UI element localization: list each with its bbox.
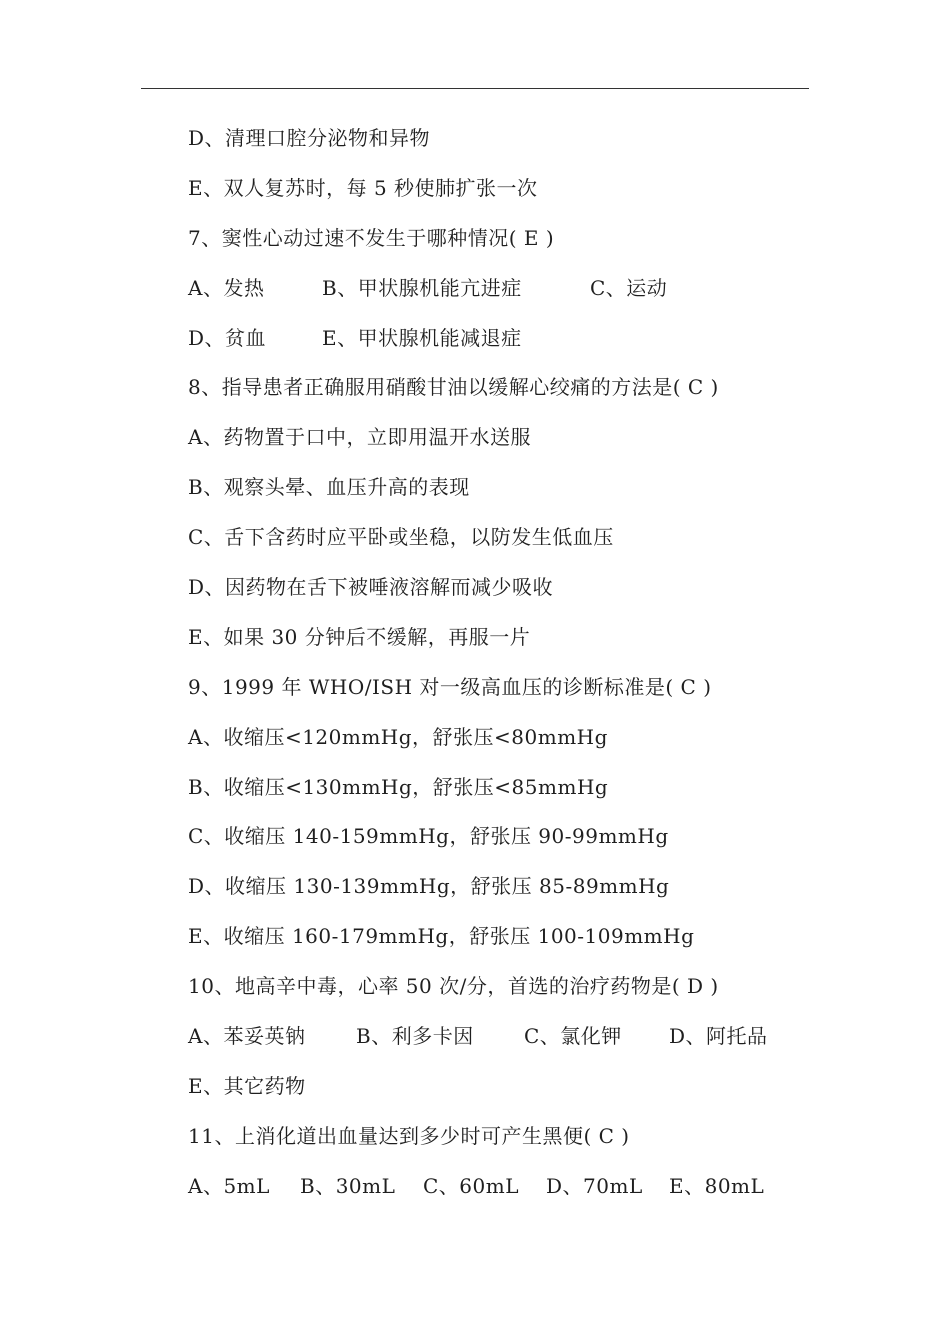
options-line (188, 1166, 828, 1216)
options-line (188, 268, 828, 318)
text-line: E、收缩压 160-179mmHg，舒张压 100-109mmHg (188, 924, 695, 949)
option: E、甲状腺机能减退症 (322, 325, 522, 350)
text-line: E、如果 30 分钟后不缓解，再服一片 (188, 624, 531, 649)
text-line: B、观察头晕、血压升高的表现 (188, 475, 470, 500)
option: D、70mL (546, 1173, 643, 1198)
option: B、30mL (300, 1173, 396, 1198)
question-10: 10、地高辛中毒，心率 50 次/分，首选的治疗药物是( D ) (188, 974, 719, 999)
option: D、贫血 (188, 325, 267, 350)
option: B、甲状腺机能亢进症 (322, 275, 522, 300)
question-9: 9、1999 年 WHO/ISH 对一级高血压的诊断标准是( C ) (188, 674, 712, 699)
option: B、利多卡因 (356, 1024, 474, 1049)
text-line: A、收缩压<120mmHg，舒张压<80mmHg (188, 724, 608, 749)
text-line: E、其它药物 (188, 1073, 306, 1098)
question-content (188, 118, 828, 1216)
option: C、60mL (423, 1173, 519, 1198)
options-line (188, 318, 828, 368)
option: A、5mL (188, 1173, 270, 1198)
question-7: 7、窦性心动过速不发生于哪种情况( E ) (188, 225, 555, 250)
option: A、苯妥英钠 (188, 1024, 306, 1049)
option: C、氯化钾 (524, 1024, 622, 1049)
text-line: D、收缩压 130-139mmHg，舒张压 85-89mmHg (188, 874, 670, 899)
text-line: E、双人复苏时，每 5 秒使肺扩张一次 (188, 175, 538, 200)
option: E、80mL (669, 1173, 765, 1198)
question-11: 11、上消化道出血量达到多少时可产生黑便( C ) (188, 1123, 630, 1148)
header-rule (141, 88, 809, 89)
text-line: C、收缩压 140-159mmHg，舒张压 90-99mmHg (188, 824, 669, 849)
option: A、发热 (188, 275, 265, 300)
text-line: D、因药物在舌下被唾液溶解而减少吸收 (188, 575, 554, 600)
text-line: B、收缩压<130mmHg，舒张压<85mmHg (188, 774, 609, 799)
text-line: A、药物置于口中，立即用温开水送服 (188, 425, 531, 450)
text-line: C、舌下含药时应平卧或坐稳，以防发生低血压 (188, 525, 614, 550)
option: D、阿托品 (669, 1024, 768, 1049)
option: C、运动 (590, 275, 668, 300)
question-8: 8、指导患者正确服用硝酸甘油以缓解心绞痛的方法是( C ) (188, 375, 719, 400)
options-line (188, 1016, 828, 1066)
text-line: D、清理口腔分泌物和异物 (188, 126, 431, 150)
